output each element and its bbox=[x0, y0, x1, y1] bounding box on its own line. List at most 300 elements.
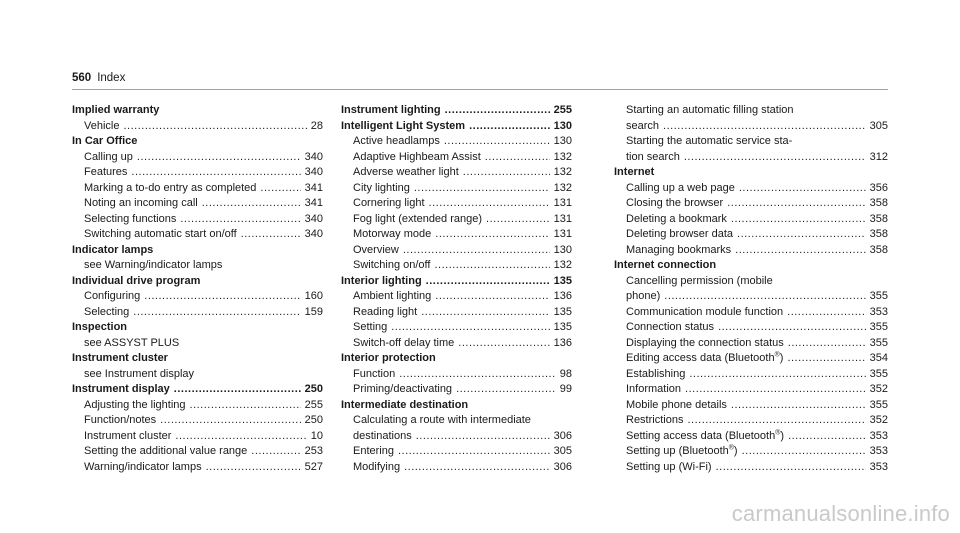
page-number: 560 bbox=[72, 72, 92, 84]
entry-text-main: Configuring bbox=[84, 290, 141, 302]
entry-text bbox=[626, 429, 784, 445]
index-subentry bbox=[341, 165, 572, 181]
page-ref[interactable]: 98 bbox=[559, 367, 572, 380]
entry-text-main: Vehicle bbox=[84, 119, 120, 132]
entry-text bbox=[84, 413, 156, 429]
index-subentry bbox=[72, 336, 323, 352]
entry-text-main: Switching on/off bbox=[353, 259, 431, 271]
entry-text-main: Interior lighting bbox=[341, 274, 422, 287]
page-ref[interactable]: 132 bbox=[553, 259, 572, 271]
index-term bbox=[341, 351, 572, 367]
entry-text-main: Calling up bbox=[84, 150, 133, 163]
entry-text bbox=[84, 444, 247, 460]
leader-dots bbox=[180, 212, 300, 228]
index-subentry bbox=[72, 181, 323, 197]
entry-text-main: Setting access data (Bluetooth bbox=[626, 429, 776, 442]
page-ref[interactable]: 352 bbox=[869, 414, 888, 426]
leader-dots bbox=[718, 320, 866, 336]
entry-line bbox=[626, 289, 888, 305]
page-ref[interactable]: 358 bbox=[869, 243, 888, 256]
entry-text-main: Instrument cluster bbox=[84, 429, 172, 442]
leader-dots bbox=[788, 336, 866, 352]
entry-text-main: Adjusting the lighting bbox=[84, 398, 186, 411]
page-ref[interactable]: 132 bbox=[553, 150, 572, 163]
entry-text bbox=[626, 305, 783, 321]
leader-dots bbox=[731, 398, 866, 414]
entry-text-main: Communication module function bbox=[626, 305, 784, 318]
index-subentry bbox=[341, 289, 572, 305]
index-subentry bbox=[341, 212, 572, 228]
entry-text: destinations bbox=[353, 429, 412, 442]
entry-text: tion search bbox=[626, 150, 680, 163]
index-subentry bbox=[72, 398, 323, 414]
entry-text-main: Intermediate destination bbox=[341, 398, 469, 411]
page-ref[interactable]: 131 bbox=[553, 228, 572, 240]
index-term bbox=[72, 243, 323, 259]
page-ref[interactable]: 355 bbox=[869, 398, 888, 411]
entry-text bbox=[626, 398, 727, 414]
entry-text: search bbox=[626, 119, 660, 132]
leader-dots bbox=[787, 351, 865, 367]
entry-text-main: Mobile phone details bbox=[626, 398, 727, 411]
index-subentry bbox=[614, 227, 888, 243]
index-subentry bbox=[614, 243, 888, 259]
index-subentry bbox=[72, 150, 323, 166]
entry-text bbox=[626, 351, 783, 367]
registered-mark: ® bbox=[775, 428, 781, 436]
page-ref[interactable]: 305 bbox=[869, 119, 888, 132]
entry-text bbox=[341, 119, 465, 135]
index-subentry bbox=[341, 150, 572, 166]
page-ref[interactable]: 255 bbox=[553, 104, 572, 116]
entry-text-main: Internet connection bbox=[614, 259, 717, 271]
leader-dots bbox=[174, 382, 301, 398]
entry-text bbox=[353, 212, 482, 228]
entry-text-main: Inspection bbox=[72, 321, 128, 333]
index-subentry bbox=[341, 181, 572, 197]
entry-text bbox=[626, 227, 733, 243]
page-ref[interactable]: 160 bbox=[304, 290, 323, 302]
entry-text-main: Calling up a web page bbox=[626, 181, 735, 194]
index-column-1 bbox=[72, 103, 323, 475]
page-ref[interactable]: 353 bbox=[869, 460, 888, 473]
page-ref[interactable]: 358 bbox=[869, 212, 888, 225]
index-subentry bbox=[341, 413, 572, 444]
entry-text bbox=[353, 382, 452, 398]
entry-text-main: Displaying the connection status bbox=[626, 336, 784, 349]
leader-dots bbox=[485, 150, 550, 166]
entry-text-main: Overview bbox=[353, 243, 399, 256]
entry-text bbox=[626, 367, 685, 383]
leader-dots bbox=[716, 460, 866, 476]
entry-text bbox=[72, 135, 137, 147]
entry-text bbox=[626, 196, 723, 212]
index-subentry bbox=[614, 181, 888, 197]
page-ref[interactable]: 305 bbox=[553, 445, 572, 457]
entry-text bbox=[614, 259, 716, 271]
page-ref[interactable]: 355 bbox=[869, 321, 888, 333]
index-subentry bbox=[72, 196, 323, 212]
entry-text-main: Internet bbox=[614, 166, 655, 178]
entry-text-main: Managing bookmarks bbox=[626, 243, 732, 256]
leader-dots bbox=[251, 444, 300, 460]
entry-text-main: Connection status bbox=[626, 321, 715, 333]
page-ref[interactable]: 353 bbox=[869, 429, 888, 442]
entry-text-main: Instrument lighting bbox=[341, 104, 441, 116]
page-ref[interactable]: 131 bbox=[553, 197, 572, 209]
entry-text-tail: ) bbox=[779, 352, 784, 364]
entry-text bbox=[84, 196, 198, 212]
index-subentry bbox=[614, 103, 888, 134]
index-subentry bbox=[341, 196, 572, 212]
entry-text bbox=[626, 413, 683, 429]
entry-text bbox=[72, 352, 168, 364]
entry-text bbox=[353, 134, 440, 150]
entry-text bbox=[84, 259, 222, 271]
leader-dots bbox=[190, 398, 301, 414]
entry-text-main: Setting the additional value range bbox=[84, 445, 248, 457]
entry-text-main: Intelligent Light System bbox=[341, 119, 466, 132]
page-ref[interactable]: 136 bbox=[553, 290, 572, 302]
entry-text-main: Noting an incoming call bbox=[84, 197, 198, 209]
leader-dots bbox=[131, 165, 300, 181]
leader-dots bbox=[435, 289, 549, 305]
page-ref[interactable]: 356 bbox=[869, 181, 888, 194]
entry-text bbox=[353, 444, 394, 460]
leader-dots bbox=[463, 165, 550, 181]
entry-text bbox=[84, 337, 179, 349]
leader-dots bbox=[456, 382, 556, 398]
entry-line bbox=[626, 119, 888, 135]
entry-text-main: Motorway mode bbox=[353, 228, 432, 240]
page-ref[interactable]: 341 bbox=[304, 181, 323, 194]
entry-text bbox=[72, 275, 200, 287]
leader-dots bbox=[664, 289, 865, 305]
page-ref[interactable]: 355 bbox=[869, 367, 888, 380]
page-ref[interactable]: 340 bbox=[304, 212, 323, 225]
index-term bbox=[72, 103, 323, 119]
leader-dots bbox=[731, 212, 866, 228]
entry-text-main: Deleting browser data bbox=[626, 228, 734, 240]
leader-dots bbox=[426, 274, 550, 290]
leader-dots bbox=[175, 429, 306, 445]
entry-text bbox=[84, 368, 194, 380]
leader-dots bbox=[414, 181, 550, 197]
leader-dots bbox=[689, 367, 865, 383]
entry-text bbox=[84, 398, 186, 414]
entry-text bbox=[353, 227, 431, 243]
index-subentry bbox=[72, 305, 323, 321]
entry-text-main: Interior protection bbox=[341, 352, 436, 364]
index-subentry bbox=[341, 243, 572, 259]
leader-dots bbox=[435, 227, 549, 243]
page-ref[interactable]: 132 bbox=[553, 166, 572, 178]
page-ref[interactable]: 353 bbox=[869, 305, 888, 318]
entry-text bbox=[626, 460, 712, 476]
leader-dots bbox=[684, 150, 866, 166]
index-subentry bbox=[72, 227, 323, 243]
header-rule bbox=[72, 89, 888, 90]
index-subentry bbox=[72, 429, 323, 445]
index-subentry bbox=[341, 258, 572, 274]
leader-dots bbox=[735, 243, 865, 259]
index-subentry bbox=[72, 119, 323, 135]
entry-text: phone) bbox=[626, 290, 661, 302]
leader-dots bbox=[663, 119, 866, 135]
entry-text bbox=[626, 243, 731, 259]
leader-dots bbox=[787, 305, 866, 321]
entry-text bbox=[626, 320, 714, 336]
page-ref[interactable]: 28 bbox=[310, 119, 323, 132]
entry-text bbox=[353, 289, 431, 305]
entry-text-main: Selecting bbox=[84, 305, 130, 318]
entry-text bbox=[341, 399, 468, 411]
page-ref[interactable]: 527 bbox=[304, 460, 323, 473]
page-ref[interactable]: 130 bbox=[553, 135, 572, 147]
entry-text-main: Active headlamps bbox=[353, 135, 440, 147]
leader-dots bbox=[206, 460, 301, 476]
page-ref[interactable]: 352 bbox=[869, 383, 888, 395]
index-subentry bbox=[614, 444, 888, 460]
index-subentry bbox=[341, 227, 572, 243]
entry-text-main: Features bbox=[84, 166, 128, 178]
entry-text: Calculating a route with intermediate bbox=[353, 414, 531, 426]
index-subentry bbox=[72, 413, 323, 429]
page-ref[interactable]: 358 bbox=[869, 197, 888, 209]
entry-text bbox=[614, 166, 654, 178]
entry-text-main: Warning/indicator lamps bbox=[84, 460, 202, 473]
index-subentry bbox=[72, 367, 323, 383]
entry-text-main: City lighting bbox=[353, 181, 410, 194]
index-subentry bbox=[614, 429, 888, 445]
entry-text-main: Setting up (Wi-Fi) bbox=[626, 460, 712, 473]
index-term bbox=[72, 382, 323, 398]
entry-text bbox=[626, 336, 784, 352]
leader-dots bbox=[727, 196, 865, 212]
leader-dots bbox=[486, 212, 550, 228]
page-ref[interactable]: 341 bbox=[304, 197, 323, 209]
index-subentry bbox=[72, 165, 323, 181]
leader-dots bbox=[399, 367, 556, 383]
entry-text bbox=[353, 243, 399, 259]
entry-text-main: Individual drive program bbox=[72, 274, 201, 287]
page-ref[interactable]: 99 bbox=[559, 383, 572, 395]
index-subentry bbox=[614, 460, 888, 476]
page-ref[interactable]: 250 bbox=[304, 383, 323, 395]
entry-text bbox=[84, 429, 171, 445]
page-ref[interactable]: 130 bbox=[553, 119, 572, 132]
index-subentry bbox=[341, 336, 572, 352]
entry-text bbox=[341, 274, 422, 290]
page-ref[interactable]: 136 bbox=[553, 336, 572, 349]
page-ref[interactable]: 358 bbox=[869, 228, 888, 240]
index-term bbox=[341, 103, 572, 119]
leader-dots bbox=[444, 134, 550, 150]
entry-text-main: Selecting functions bbox=[84, 212, 177, 225]
index-subentry bbox=[614, 413, 888, 429]
entry-text-main: Reading light bbox=[353, 305, 418, 318]
section-title: Index bbox=[97, 72, 126, 84]
index-subentry bbox=[341, 367, 572, 383]
index-subentry bbox=[614, 196, 888, 212]
leader-dots bbox=[202, 196, 301, 212]
entry-text bbox=[72, 104, 159, 116]
leader-dots bbox=[144, 289, 300, 305]
page-ref[interactable]: 135 bbox=[553, 274, 572, 287]
index-subentry bbox=[72, 212, 323, 228]
leader-dots bbox=[458, 336, 549, 352]
index-subentry bbox=[614, 320, 888, 336]
entry-text bbox=[626, 382, 681, 398]
page-ref[interactable]: 131 bbox=[553, 212, 572, 225]
index-subentry bbox=[614, 398, 888, 414]
entry-text-main: Adverse weather light bbox=[353, 166, 459, 178]
index-subentry bbox=[341, 460, 572, 476]
entry-text bbox=[353, 367, 395, 383]
page-ref[interactable]: 354 bbox=[869, 352, 888, 364]
leader-dots bbox=[133, 305, 300, 321]
index-column-3 bbox=[614, 103, 888, 475]
leader-dots bbox=[739, 181, 866, 197]
entry-text bbox=[84, 119, 119, 135]
entry-text bbox=[341, 352, 436, 364]
index-subentry bbox=[341, 305, 572, 321]
leader-dots bbox=[445, 103, 550, 119]
index-term bbox=[72, 274, 323, 290]
page-ref[interactable]: 10 bbox=[310, 429, 323, 442]
index-subentry bbox=[614, 351, 888, 367]
entry-text-main: Closing the browser bbox=[626, 197, 724, 209]
entry-text bbox=[353, 181, 410, 197]
entry-text-main: Cornering light bbox=[353, 197, 425, 209]
page-ref[interactable]: 255 bbox=[304, 398, 323, 411]
index-term bbox=[72, 320, 323, 336]
entry-text bbox=[353, 258, 430, 274]
entry-text-main: see Instrument display bbox=[84, 367, 195, 380]
entry-text-main: Setting bbox=[353, 321, 388, 333]
entry-text-main: Switch-off delay time bbox=[353, 336, 455, 349]
leader-dots bbox=[404, 460, 550, 476]
entry-line bbox=[626, 150, 888, 166]
index-term bbox=[614, 258, 888, 274]
entry-text bbox=[626, 444, 738, 460]
leader-dots bbox=[687, 413, 865, 429]
entry-text bbox=[353, 336, 454, 352]
entry-text-main: Ambient lighting bbox=[353, 290, 432, 302]
page-ref[interactable]: 159 bbox=[304, 305, 323, 318]
leader-dots bbox=[685, 382, 866, 398]
index-subentry bbox=[72, 289, 323, 305]
entry-line bbox=[353, 429, 572, 445]
entry-text-main: Modifying bbox=[353, 460, 401, 473]
page-ref[interactable]: 355 bbox=[869, 290, 888, 302]
entry-text-main: Instrument cluster bbox=[72, 352, 168, 364]
page-ref[interactable]: 340 bbox=[304, 150, 323, 163]
page-ref[interactable]: 353 bbox=[869, 445, 888, 457]
page-ref[interactable]: 306 bbox=[553, 460, 572, 473]
page-ref[interactable]: 130 bbox=[553, 243, 572, 256]
entry-text bbox=[353, 165, 459, 181]
entry-text bbox=[72, 244, 153, 256]
entry-text: Cancelling permission (mobile bbox=[626, 274, 773, 287]
entry-text bbox=[626, 181, 735, 197]
index-term bbox=[72, 351, 323, 367]
entry-text bbox=[353, 150, 481, 166]
entry-text-main: see Warning/indicator lamps bbox=[84, 259, 223, 271]
entry-text bbox=[84, 460, 202, 476]
index-term bbox=[72, 134, 323, 150]
index-subentry bbox=[72, 444, 323, 460]
entry-text-main: Deleting a bookmark bbox=[626, 212, 727, 225]
index-term bbox=[341, 119, 572, 135]
page-ref[interactable]: 340 bbox=[304, 228, 323, 240]
entry-text bbox=[84, 289, 140, 305]
index-term bbox=[614, 165, 888, 181]
entry-text-main: Establishing bbox=[626, 367, 686, 380]
leader-dots bbox=[403, 243, 550, 259]
index-subentry bbox=[614, 367, 888, 383]
leader-dots bbox=[788, 429, 866, 445]
entry-text-main: Fog light (extended range) bbox=[353, 212, 483, 225]
entry-text: Starting an automatic filling station bbox=[626, 104, 794, 116]
entry-text-main: Editing access data (Bluetooth bbox=[626, 352, 775, 364]
index-subentry bbox=[72, 258, 323, 274]
index-subentry bbox=[614, 382, 888, 398]
leader-dots bbox=[429, 196, 550, 212]
entry-text-main: Priming/deactivating bbox=[353, 383, 453, 395]
entry-text bbox=[353, 460, 400, 476]
entry-text bbox=[72, 382, 170, 398]
registered-mark: ® bbox=[728, 444, 734, 452]
entry-text-main: Indicator lamps bbox=[72, 243, 154, 256]
entry-text bbox=[353, 305, 417, 321]
entry-text bbox=[84, 165, 127, 181]
entry-text bbox=[84, 305, 129, 321]
leader-dots bbox=[421, 305, 549, 321]
page-ref[interactable]: 250 bbox=[304, 414, 323, 426]
leader-dots bbox=[260, 181, 300, 197]
entry-text bbox=[84, 212, 176, 228]
page-ref[interactable]: 135 bbox=[553, 321, 572, 333]
index-subentry bbox=[614, 212, 888, 228]
page-ref[interactable]: 355 bbox=[869, 336, 888, 349]
entry-text-main: Marking a to-do entry as completed bbox=[84, 181, 257, 194]
page-ref[interactable]: 340 bbox=[304, 166, 323, 178]
index-term bbox=[341, 274, 572, 290]
entry-text-main: Instrument display bbox=[72, 383, 170, 395]
entry-text-main: see ASSYST PLUS bbox=[84, 336, 180, 349]
leader-dots bbox=[137, 150, 301, 166]
page-ref[interactable]: 312 bbox=[869, 150, 888, 163]
page-ref[interactable]: 253 bbox=[304, 445, 323, 457]
page-ref[interactable]: 306 bbox=[553, 429, 572, 442]
entry-text bbox=[341, 103, 441, 119]
entry-text-main: Switching automatic start on/off bbox=[84, 228, 237, 240]
leader-dots bbox=[434, 258, 549, 274]
entry-text-tail: ) bbox=[780, 429, 785, 442]
entry-text bbox=[353, 320, 387, 336]
leader-dots bbox=[737, 227, 866, 243]
entry-text: Starting the automatic service sta- bbox=[626, 135, 793, 147]
page-ref[interactable]: 132 bbox=[553, 181, 572, 194]
leader-dots bbox=[241, 227, 301, 243]
page-header bbox=[72, 72, 125, 84]
index-subentry bbox=[72, 460, 323, 476]
entry-text-main: In Car Office bbox=[72, 135, 138, 147]
leader-dots bbox=[469, 119, 550, 135]
page-ref[interactable]: 135 bbox=[553, 305, 572, 318]
index-subentry bbox=[614, 336, 888, 352]
